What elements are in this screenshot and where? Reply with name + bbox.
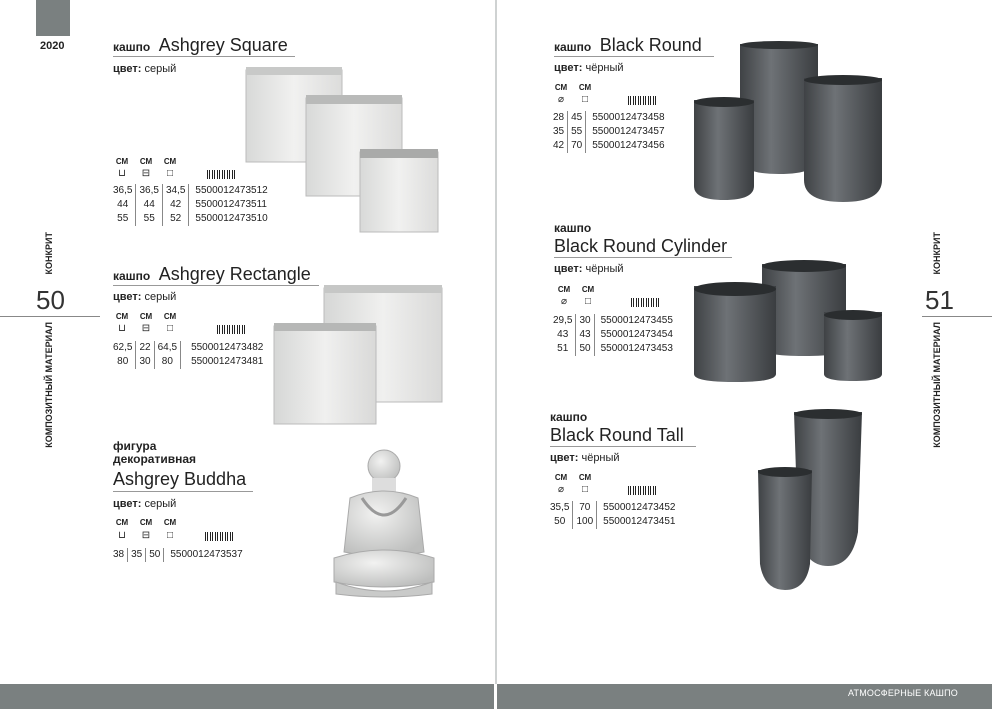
cell: 42 (162, 198, 188, 212)
cell: 30 (576, 314, 594, 328)
ashgrey-rectangle-block (113, 264, 311, 285)
kind-line-1: фигура (113, 439, 157, 453)
footer-gap (494, 684, 497, 709)
dimension-icons (113, 168, 237, 180)
cell: 5500012473455 (600, 315, 673, 326)
unit-label: СМ (115, 518, 129, 527)
title-underline (113, 56, 295, 57)
unit-row (113, 312, 179, 321)
cell: 5500012473511 (195, 199, 267, 210)
cell: 43 (576, 328, 594, 342)
cell: 5500012473512 (195, 185, 268, 196)
color-label: цвет: (550, 452, 579, 464)
cell: 50 (576, 342, 594, 356)
cell: 5500012473454 (600, 329, 673, 340)
dimension-icons (552, 94, 658, 106)
dimension-icons (113, 323, 247, 335)
length-icon: ⊔ (118, 530, 126, 541)
cell: 42 (550, 139, 568, 153)
left-page-rule (0, 316, 100, 317)
buddha-figure-image (328, 448, 440, 600)
left-page-number: 50 (36, 285, 65, 315)
cell: 35 (128, 548, 146, 562)
table-row (550, 342, 676, 356)
color-value: серый (144, 291, 177, 303)
product-color (554, 62, 624, 74)
ashgrey-buddha-kind (113, 440, 196, 466)
spec-table (550, 314, 676, 356)
product-kind: кашпо (554, 221, 592, 235)
product-name: Black Round Tall (550, 425, 684, 445)
table-row (550, 314, 676, 328)
black-round-tall-image (756, 406, 868, 592)
cell: 36,5 (110, 184, 136, 198)
product-kind: кашпо (550, 410, 588, 424)
color-value: чёрный (581, 452, 620, 464)
cell: 44 (110, 198, 136, 212)
unit-label: СМ (554, 473, 568, 482)
spec-table (550, 111, 668, 153)
cell: 100 (573, 515, 597, 529)
ashgrey-rectangle-image (272, 284, 444, 426)
height-icon: □ (166, 168, 174, 179)
width-icon: ⊟ (141, 323, 151, 334)
cell: 44 (136, 198, 162, 212)
spec-table (110, 341, 266, 369)
ashgrey-square-block (113, 35, 288, 56)
unit-row (555, 285, 597, 294)
color-value: чёрный (585, 263, 624, 275)
unit-row (552, 83, 594, 92)
unit-label: СМ (139, 157, 153, 166)
unit-label: СМ (578, 473, 592, 482)
product-name: Black Round (599, 35, 702, 55)
cell: 64,5 (154, 341, 180, 355)
year-tab (36, 0, 70, 36)
height-icon: □ (584, 296, 592, 307)
product-kind: кашпо (113, 269, 151, 283)
table-row (547, 515, 678, 529)
cell: 5500012473458 (592, 112, 665, 123)
unit-label: СМ (557, 285, 571, 294)
black-round-cylinder-image (692, 260, 884, 384)
dimension-icons (113, 530, 235, 542)
cell: 45 (568, 111, 586, 125)
height-icon: □ (166, 323, 174, 334)
unit-label: СМ (578, 83, 592, 92)
unit-label: СМ (163, 157, 177, 166)
barcode-icon (207, 170, 237, 179)
left-side-material: КОМПОЗИТНЫЙ МАТЕРИАЛ (44, 322, 54, 448)
footer-text: АТМОСФЕРНЫЕ КАШПО (848, 688, 958, 698)
cell: 29,5 (550, 314, 576, 328)
diameter-icon: ⌀ (557, 484, 565, 495)
table-row (550, 111, 668, 125)
cell: 38 (110, 548, 128, 562)
title-underline (113, 491, 253, 492)
dimension-icons (552, 484, 658, 496)
unit-label: СМ (163, 312, 177, 321)
cell: 51 (550, 342, 576, 356)
cell: 5500012473456 (592, 140, 665, 151)
color-value: серый (144, 63, 177, 75)
unit-row (113, 518, 179, 527)
height-icon: □ (581, 484, 589, 495)
right-page-rule (922, 316, 992, 317)
kind-line-2: декоративная (113, 452, 197, 466)
unit-label: СМ (115, 312, 129, 321)
cell: 5500012473537 (170, 549, 243, 560)
diameter-icon: ⌀ (557, 94, 565, 105)
title-underline (554, 56, 714, 57)
unit-label: СМ (115, 157, 129, 166)
cell: 28 (550, 111, 568, 125)
unit-label: СМ (554, 83, 568, 92)
right-side-material: КОМПОЗИТНЫЙ МАТЕРИАЛ (932, 322, 942, 448)
title-underline (554, 257, 732, 258)
ashgrey-square-image (244, 66, 440, 234)
unit-label: СМ (163, 518, 177, 527)
cell: 55 (568, 125, 586, 139)
cell: 80 (110, 355, 136, 369)
cell: 80 (154, 355, 180, 369)
width-icon: ⊟ (141, 530, 151, 541)
barcode-icon (205, 532, 235, 541)
cell: 5500012473452 (603, 502, 676, 513)
cell: 70 (568, 139, 586, 153)
product-name: Ashgrey Square (158, 35, 288, 55)
cell: 5500012473453 (600, 343, 673, 354)
product-kind: кашпо (554, 40, 592, 54)
cell: 35,5 (547, 501, 573, 515)
height-icon: □ (581, 94, 589, 105)
table-row (110, 341, 266, 355)
unit-row (113, 157, 179, 166)
product-name: Black Round Cylinder (554, 236, 728, 256)
color-label: цвет: (113, 498, 142, 510)
cell: 55 (136, 212, 162, 226)
title-underline (550, 446, 696, 447)
cell: 52 (162, 212, 188, 226)
product-color (113, 498, 176, 510)
cell: 22 (136, 341, 154, 355)
year-label: 2020 (40, 40, 65, 52)
cell: 50 (547, 515, 573, 529)
spec-table (110, 548, 246, 562)
height-icon: □ (166, 530, 174, 541)
cell: 50 (146, 548, 164, 562)
width-icon: ⊟ (141, 168, 151, 179)
table-row (550, 328, 676, 342)
color-value: чёрный (585, 62, 624, 74)
product-color (113, 291, 176, 303)
black-round-block (554, 35, 702, 56)
product-name: Ashgrey Rectangle (158, 264, 311, 284)
product-color (554, 263, 624, 275)
unit-row (552, 473, 594, 482)
cell: 62,5 (110, 341, 136, 355)
product-color (550, 452, 620, 464)
cell: 36,5 (136, 184, 162, 198)
barcode-icon (217, 325, 247, 334)
cell: 34,5 (162, 184, 188, 198)
diameter-icon: ⌀ (560, 296, 568, 307)
barcode-icon (628, 486, 658, 495)
dimension-icons (555, 296, 661, 308)
page-spine (495, 0, 497, 684)
right-side-category: КОНКРИТ (932, 232, 942, 275)
color-label: цвет: (554, 62, 583, 74)
product-name: Ashgrey Buddha (113, 469, 247, 489)
color-label: цвет: (554, 263, 583, 275)
color-label: цвет: (113, 63, 142, 75)
base-icon: ⊔ (118, 168, 126, 179)
table-row (110, 355, 266, 369)
table-row (547, 501, 678, 515)
cell: 5500012473482 (191, 342, 264, 353)
color-label: цвет: (113, 291, 142, 303)
cell: 5500012473481 (191, 356, 264, 367)
cell: 30 (136, 355, 154, 369)
spec-table (547, 501, 678, 529)
cell: 35 (550, 125, 568, 139)
product-color (113, 63, 176, 75)
unit-label: СМ (581, 285, 595, 294)
table-row (550, 139, 668, 153)
unit-label: СМ (139, 312, 153, 321)
unit-label: СМ (139, 518, 153, 527)
barcode-icon (628, 96, 658, 105)
left-side-category: КОНКРИТ (44, 232, 54, 275)
cell: 43 (550, 328, 576, 342)
cell: 70 (573, 501, 597, 515)
cell: 55 (110, 212, 136, 226)
color-value: серый (144, 498, 177, 510)
length-icon: ⊔ (118, 323, 126, 334)
cell: 5500012473457 (592, 126, 665, 137)
table-row (550, 125, 668, 139)
cell: 5500012473510 (195, 213, 268, 224)
right-page-number: 51 (925, 285, 954, 315)
barcode-icon (631, 298, 661, 307)
table-row (110, 548, 246, 562)
black-round-image (692, 40, 884, 204)
cell: 5500012473451 (603, 516, 676, 527)
product-kind: кашпо (113, 40, 151, 54)
